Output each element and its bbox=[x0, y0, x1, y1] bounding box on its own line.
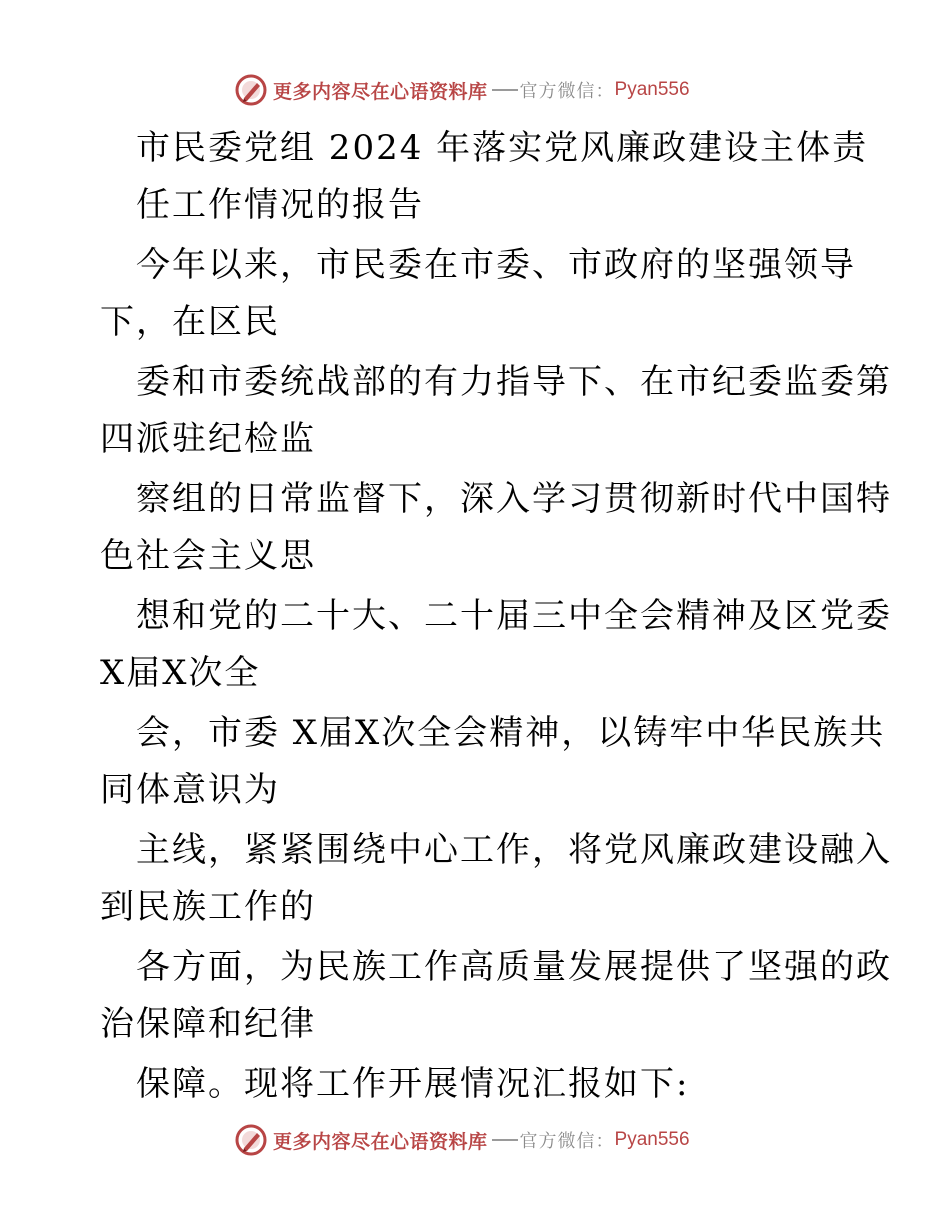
body-line: 色社会主义思 bbox=[100, 536, 316, 576]
watermark-dash bbox=[492, 89, 518, 91]
watermark-wechat-id: Pyan556 bbox=[614, 1129, 690, 1150]
watermark-dash bbox=[492, 1139, 518, 1141]
body-line: 今年以来，市民委在市委、市政府的坚强领导 bbox=[136, 245, 856, 285]
watermark-text: 更多内容尽在心语资料库 bbox=[273, 80, 488, 103]
body-line: 主线，紧紧围绕中心工作，将党风廉政建设融入 bbox=[136, 830, 892, 870]
watermark-official-label: 官方微信： bbox=[519, 81, 615, 102]
pen-seal-icon bbox=[235, 1124, 267, 1156]
body-line: 委和市委统战部的有力指导下、在市纪委监委第 bbox=[136, 362, 892, 402]
body-line: 察组的日常监督下，深入学习贯彻新时代中国特 bbox=[136, 479, 892, 519]
body-line: 四派驻纪检监 bbox=[100, 419, 316, 459]
header-watermark bbox=[235, 73, 735, 107]
body-line: 各方面，为民族工作高质量发展提供了坚强的政 bbox=[136, 947, 892, 987]
body-line: 同体意识为 bbox=[100, 770, 280, 810]
body-line: X届X次全 bbox=[100, 653, 261, 693]
body-line: 想和党的二十大、二十届三中全会精神及区党委 bbox=[136, 596, 892, 636]
body-line: 下，在区民 bbox=[100, 302, 280, 342]
watermark-wechat-id: Pyan556 bbox=[614, 79, 690, 100]
watermark-text: 更多内容尽在心语资料库 bbox=[273, 1130, 488, 1153]
pen-seal-icon bbox=[235, 74, 267, 106]
title-line-2: 任工作情况的报告 bbox=[136, 185, 424, 225]
body-line: 会，市委 X届X次全会精神，以铸牢中华民族共 bbox=[136, 713, 886, 753]
footer-watermark bbox=[235, 1123, 735, 1157]
watermark-official-label: 官方微信： bbox=[519, 1131, 615, 1152]
title-line-1: 市民委党组 2024 年落实党风廉政建设主体责 bbox=[136, 128, 869, 168]
body-line: 到民族工作的 bbox=[100, 887, 316, 927]
body-line: 治保障和纪律 bbox=[100, 1004, 316, 1044]
body-line: 保障。现将工作开展情况汇报如下: bbox=[136, 1064, 690, 1104]
